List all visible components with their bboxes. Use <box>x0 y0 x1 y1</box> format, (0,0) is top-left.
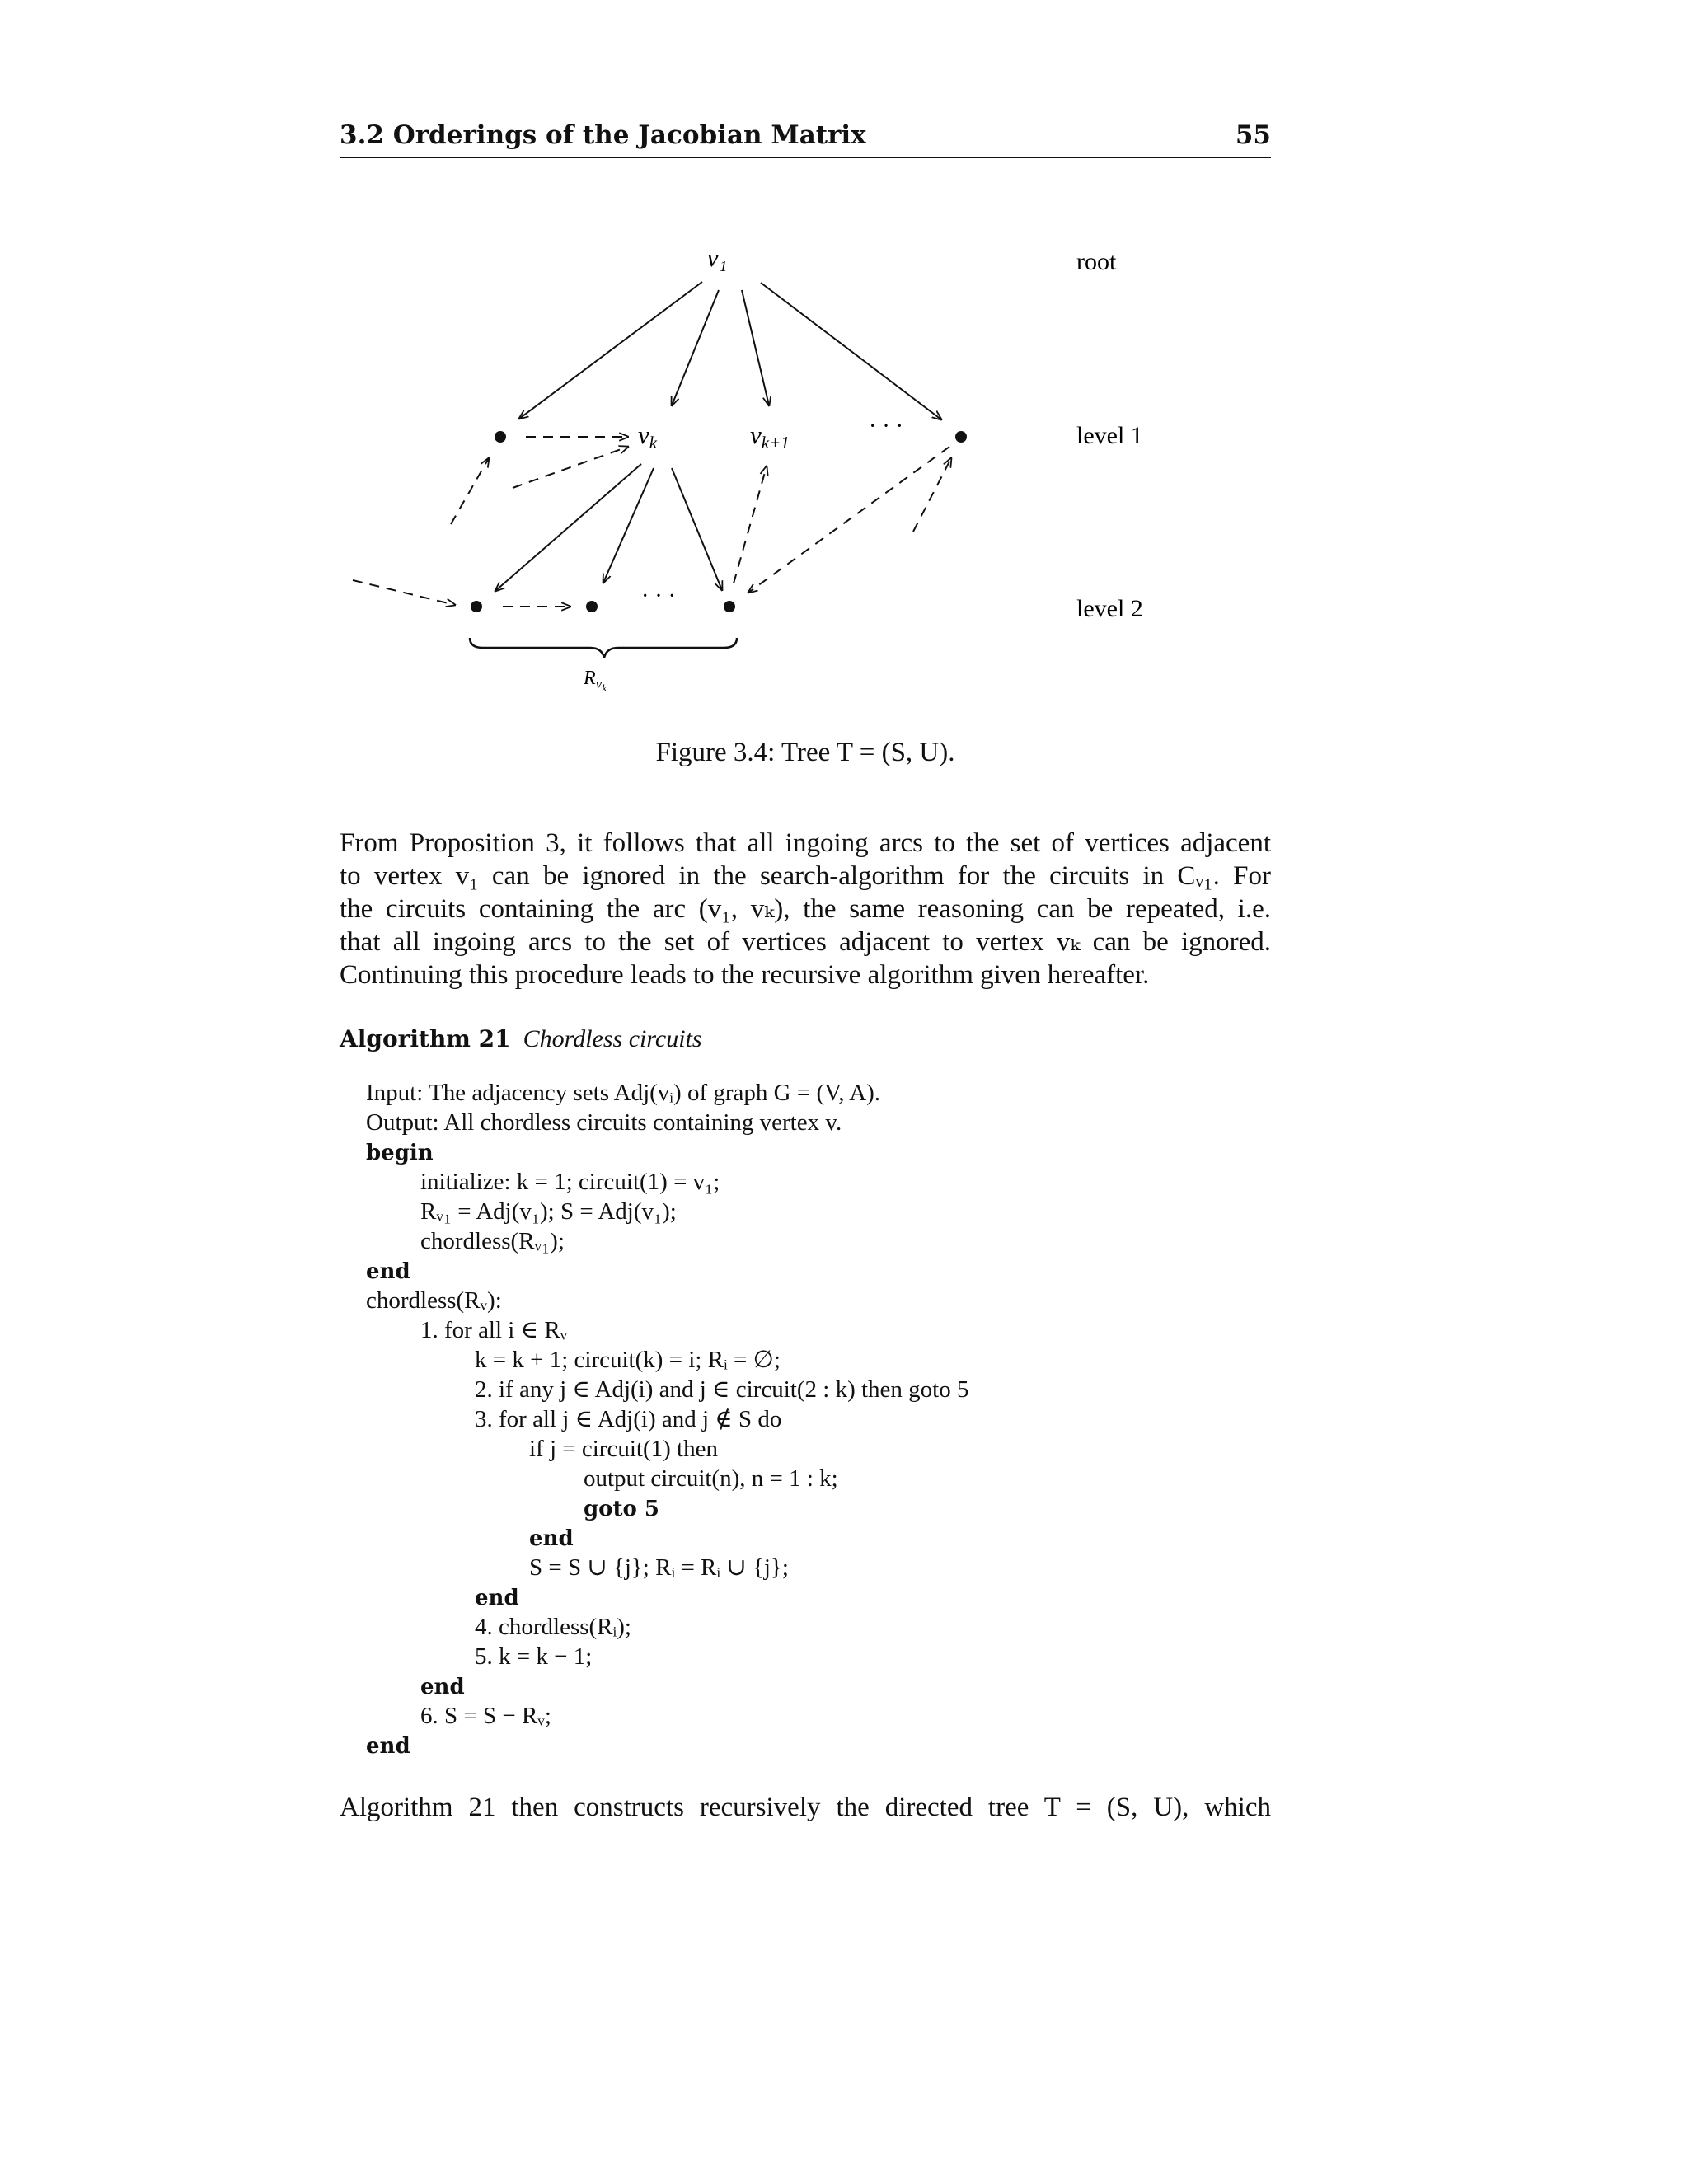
arc-vk-dot5 <box>672 468 722 590</box>
node-dot-level2-c <box>724 601 735 612</box>
algo-line: end <box>529 1526 574 1551</box>
algo-line: 6. S = S − Rᵥ; <box>420 1703 551 1729</box>
algo-line: chordless(Rᵥ₁); <box>420 1228 565 1254</box>
paragraph-line: Continuing this procedure leads to the recursive algorithm given hereafter. <box>340 960 1150 990</box>
algorithm-number: Algorithm 21 <box>340 1025 511 1052</box>
paragraph-line: From Proposition 3, it follows that all ingoing arcs to the set of vertices adjacent <box>340 828 1271 858</box>
algo-line: Rᵥ₁ = Adj(v₁); S = Adj(v₁); <box>420 1198 677 1225</box>
level-label-level2: level 2 <box>1076 595 1143 622</box>
node-dot-level1-left <box>495 431 506 443</box>
arc-v1-dot2 <box>761 283 941 419</box>
arc-vk-dot3 <box>495 464 641 591</box>
paragraph-line: that all ingoing arcs to the set of vertices adjacent to vertex vₖ can be ignored. <box>340 927 1271 957</box>
algo-line: k = k + 1; circuit(k) = i; Rᵢ = ∅; <box>475 1347 781 1373</box>
page-number: 55 <box>1235 120 1271 150</box>
algorithm-body <box>366 1078 1273 1760</box>
node-dot-level1-right <box>955 431 967 443</box>
arc-v1-vk <box>672 290 719 405</box>
algo-line: Output: All chordless circuits containing vertex v. <box>366 1109 842 1136</box>
body-paragraph <box>340 827 1271 991</box>
node-label-vk1: vk+1 <box>750 420 790 452</box>
node-label-v1: v₁ <box>706 243 728 272</box>
ellipsis-level1: · · · <box>869 414 903 439</box>
dashed-arc-to-vk1 <box>734 466 767 583</box>
algorithm-name: Chordless circuits <box>523 1025 702 1052</box>
algo-line: if j = circuit(1) then <box>529 1436 718 1462</box>
dashed-arc-to-vk <box>513 447 628 488</box>
arc-vk-dot4 <box>603 468 654 583</box>
node-dot-level2-a <box>471 601 482 612</box>
algo-line: end <box>475 1586 519 1610</box>
running-header <box>340 117 1271 158</box>
algo-line: S = S ∪ {j}; Rᵢ = Rᵢ ∪ {j}; <box>529 1554 789 1581</box>
paragraph-line: to vertex v₁ can be ignored in the search-algorithm for the circuits in Cᵥ₁. For <box>340 861 1271 891</box>
arc-v1-vk1 <box>742 290 769 405</box>
closing-sentence: Algorithm 21 then constructs recursively the directed tree T = (S, U), which <box>340 1793 1271 1822</box>
ellipsis-level2: · · · <box>641 583 676 609</box>
algo-line: begin <box>366 1141 434 1165</box>
dashed-arc-dot2-dot5 <box>748 447 950 593</box>
algo-line: end <box>366 1734 410 1759</box>
algo-line: end <box>366 1259 410 1284</box>
algo-line: Input: The adjacency sets Adj(vᵢ) of graph G = (V, A). <box>366 1080 881 1106</box>
node-label-vk: vk <box>638 420 658 452</box>
brace-label-rvk: $R_vk$ <box>584 668 607 694</box>
algo-line: output circuit(n), n = 1 : k; <box>584 1465 838 1492</box>
algo-line: 2. if any j ∈ Adj(i) and j ∈ circuit(2 : k) then goto 5 <box>475 1376 969 1403</box>
algo-line: goto 5 <box>584 1497 660 1521</box>
algo-line: 4. chordless(Rᵢ); <box>475 1614 631 1640</box>
algo-line: initialize: k = 1; circuit(1) = v₁; <box>420 1169 720 1195</box>
algo-line: chordless(Rᵥ): <box>366 1287 502 1314</box>
dashed-arc-to-dot1 <box>451 458 489 524</box>
section-title: 3.2 Orderings of the Jacobian Matrix <box>340 120 866 150</box>
underbrace <box>470 638 737 658</box>
dashed-arc-in-left <box>353 580 455 605</box>
algo-line: 5. k = k − 1; <box>475 1643 593 1670</box>
algo-line: 3. for all j ∈ Adj(i) and j ∉ S do <box>475 1406 782 1432</box>
node-dot-level2-b <box>586 601 598 612</box>
algo-line: 1. for all i ∈ Rᵥ <box>420 1317 568 1343</box>
paragraph-line: the circuits containing the arc (v₁, vₖ), the same reasoning can be repeated, i.e. <box>340 894 1271 924</box>
level-label-level1: level 1 <box>1076 422 1143 449</box>
level-label-root: root <box>1076 248 1117 275</box>
algorithm-title <box>340 1025 702 1053</box>
figure-caption: Figure 3.4: Tree T = (S, U). <box>655 738 955 767</box>
tree-figure <box>330 231 1203 709</box>
algo-line: end <box>420 1675 465 1699</box>
